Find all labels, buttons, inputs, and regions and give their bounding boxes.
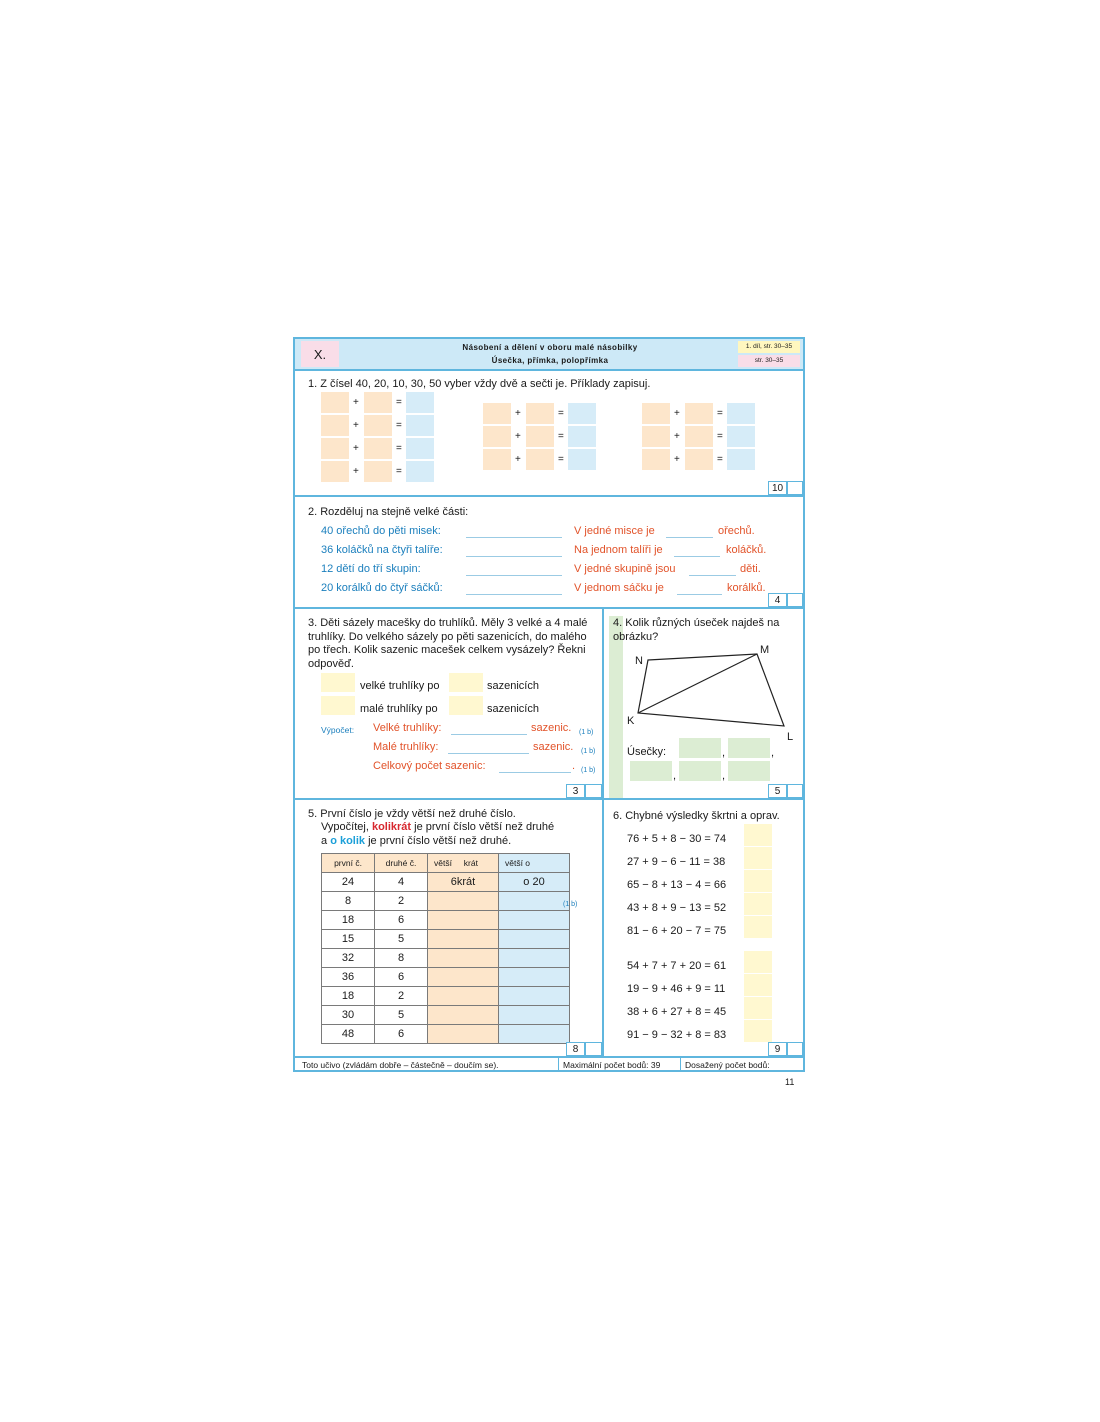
task1-equals-1-0: = [558, 408, 564, 419]
task1-score-blank [787, 481, 803, 495]
task4-score-blank [787, 784, 803, 798]
task1-equals-0-1: = [396, 420, 402, 431]
task1-sum-0-1[interactable] [406, 415, 434, 436]
task1-sum-2-1[interactable] [727, 426, 755, 447]
header-divider [295, 369, 803, 371]
task3-calc1-unit: sazenic. [531, 722, 572, 734]
task5-table [321, 853, 570, 1044]
task1-addend-a-1-2[interactable] [483, 449, 511, 470]
table-cell-8-0: 48 [322, 1025, 375, 1044]
task2-row-3-right-b: korálků. [727, 582, 766, 594]
task1-addend-a-1-1[interactable] [483, 426, 511, 447]
task1-addend-b-0-3[interactable] [364, 461, 392, 482]
point-label-k: K [627, 715, 635, 727]
task1-addend-a-0-2[interactable] [321, 438, 349, 459]
table-cell-4-2[interactable] [428, 949, 499, 968]
task6-correction-box-3[interactable] [744, 893, 772, 915]
table-row [322, 1006, 570, 1025]
task1-addend-b-1-1[interactable] [526, 426, 554, 447]
task1-equals-1-2: = [558, 454, 564, 465]
table-cell-5-0: 36 [322, 968, 375, 987]
task5-points: (1 b) [563, 901, 578, 908]
table-cell-6-1: 2 [375, 987, 428, 1006]
divider-3 [295, 798, 803, 800]
task6-correction-box-1[interactable] [744, 847, 772, 869]
task3-calc2-unit: sazenic. [533, 741, 574, 753]
task4-answer-box-3[interactable] [630, 761, 672, 781]
divider-1 [295, 495, 803, 497]
task6-equation-5: 54 + 7 + 7 + 20 = 61 [627, 960, 727, 972]
task1-equals-1-1: = [558, 431, 564, 442]
task1-addend-b-1-2[interactable] [526, 449, 554, 470]
task3-calc1-points: (1 b) [579, 729, 594, 736]
task3-row2-b: sazenicích [487, 703, 539, 715]
task4-answer-label: Úsečky: [627, 746, 667, 758]
task3-calc2-points: (1 b) [581, 748, 596, 755]
table-header-2: větší krát [428, 854, 499, 873]
footer-achieved: Dosažený počet bodů: [685, 1060, 770, 1070]
task3-row1-a: velké truhlíky po [360, 680, 440, 692]
task3-prompt: 3. Děti sázely macešky do truhlíků. Měly 3 velké a 4 malé truhlíky. Do velkého sázely po pěti sazenicích, do malého po třech. Kolik sazenic macešek celkem vysázely? Řekni odpověď. [308, 617, 588, 670]
header-title [345, 341, 755, 367]
task6-equation-3: 43 + 8 + 9 − 13 = 52 [627, 902, 727, 914]
table-row [322, 1025, 570, 1044]
task2-row-2-answer-line[interactable] [689, 575, 736, 576]
task3-count-big-box[interactable] [321, 673, 355, 692]
task1-plus-1-0: + [515, 408, 521, 419]
task1-plus-0-3: + [353, 466, 359, 477]
task5-line3-a: a [321, 835, 331, 847]
task4-answer-box-1[interactable] [679, 738, 721, 758]
footer-max-points: Maximální počet bodů: 39 [563, 1060, 661, 1070]
table-cell-2-3[interactable] [499, 911, 570, 930]
footer-self-eval: Toto učivo (zvládám dobře – částečně – doučím se). [302, 1060, 499, 1070]
task1-addend-a-2-2[interactable] [642, 449, 670, 470]
task6-equation-1: 27 + 9 − 6 − 11 = 38 [627, 856, 726, 868]
task5-okolik: o kolik [330, 835, 366, 847]
task2-row-2-work-line[interactable] [466, 575, 562, 576]
task3-calc2-label: Malé truhlíky: [373, 741, 439, 753]
task1-sum-2-2[interactable] [727, 449, 755, 470]
table-row [322, 930, 570, 949]
table-row [322, 911, 570, 930]
task1-addend-b-2-1[interactable] [685, 426, 713, 447]
task1-equals-0-2: = [396, 443, 402, 454]
task2-row-3-right-a: V jednom sáčku je [574, 582, 664, 594]
task6-correction-box-8[interactable] [744, 1020, 772, 1042]
task2-row-3-left: 20 korálků do čtyř sáčků: [321, 582, 443, 594]
task2-row-1-left: 36 koláčků na čtyři talíře: [321, 544, 443, 556]
table-cell-0-1: 4 [375, 873, 428, 892]
point-label-n: N [635, 655, 643, 667]
table-header-1: druhé č. [375, 854, 428, 873]
task6-correction-box-5[interactable] [744, 951, 772, 973]
table-cell-6-3[interactable] [499, 987, 570, 1006]
task5-prompt-line3 [321, 835, 511, 848]
table-cell-0-3: o 20 [499, 873, 570, 892]
table-cell-3-0: 15 [322, 930, 375, 949]
task4-answer-box-2[interactable] [728, 738, 770, 758]
task1-sum-2-0[interactable] [727, 403, 755, 424]
quad-outline [638, 654, 784, 726]
task4-comma-3: , [673, 770, 677, 782]
task3-row1-b: sazenicích [487, 680, 539, 692]
header-title-line2: Úsečka, přímka, polopřímka [491, 356, 609, 365]
table-cell-0-2: 6krát [428, 873, 499, 892]
task1-addend-a-2-0[interactable] [642, 403, 670, 424]
task4-comma-2: , [771, 747, 775, 759]
task1-plus-1-1: + [515, 431, 521, 442]
table-cell-0-0: 24 [322, 873, 375, 892]
table-cell-8-3[interactable] [499, 1025, 570, 1044]
table-header-row [322, 854, 570, 873]
task1-addend-a-2-1[interactable] [642, 426, 670, 447]
task1-addend-a-0-0[interactable] [321, 392, 349, 413]
task1-equals-2-0: = [717, 408, 723, 419]
table-row [322, 987, 570, 1006]
table-cell-7-0: 30 [322, 1006, 375, 1025]
task6-equation-7: 38 + 6 + 27 + 8 = 45 [627, 1006, 727, 1018]
task1-equals-0-0: = [396, 397, 402, 408]
table-cell-8-1: 6 [375, 1025, 428, 1044]
header-ref-part: 1. díl, str. 30–35 [738, 341, 800, 353]
table-cell-4-0: 32 [322, 949, 375, 968]
table-header-3: větší o [499, 854, 570, 873]
task3-calc1-line[interactable] [451, 734, 527, 735]
task2-row-1-answer-line[interactable] [674, 556, 720, 557]
task5-line3-b: je první číslo větší než druhé. [365, 835, 512, 847]
task3-row2-a: malé truhlíky po [360, 703, 438, 715]
task3-calc3-points: (1 b) [581, 767, 596, 774]
point-label-m: M [760, 644, 770, 656]
task1-plus-0-2: + [353, 443, 359, 454]
task5-line2-b: je první číslo větší než druhé [411, 821, 555, 833]
task4-answer-box-5[interactable] [728, 761, 770, 781]
table-header-0: první č. [322, 854, 375, 873]
task1-equals-2-1: = [717, 431, 723, 442]
task1-addend-a-0-3[interactable] [321, 461, 349, 482]
table-cell-7-1: 5 [375, 1006, 428, 1025]
task3-calc3-dot: . [572, 760, 576, 772]
page-number: 11 [785, 1077, 795, 1087]
table-cell-3-2[interactable] [428, 930, 499, 949]
task2-score: 4 [768, 593, 787, 607]
table-cell-2-2[interactable] [428, 911, 499, 930]
task1-plus-2-1: + [674, 431, 680, 442]
task4-answer-box-4[interactable] [679, 761, 721, 781]
task1-equals-2-2: = [717, 454, 723, 465]
task6-equation-4: 81 − 6 + 20 − 7 = 75 [627, 925, 727, 937]
header-ref-pages: str. 30–35 [738, 355, 800, 367]
table-row [322, 892, 570, 911]
quad-diagonal-km [638, 654, 757, 713]
task1-addend-b-2-2[interactable] [685, 449, 713, 470]
table-cell-5-3[interactable] [499, 968, 570, 987]
table-cell-4-3[interactable] [499, 949, 570, 968]
task2-row-2-right-a: V jedné skupině jsou [574, 563, 676, 575]
task1-sum-1-2[interactable] [568, 449, 596, 470]
task4-comma-1: , [722, 747, 726, 759]
task6-correction-box-4[interactable] [744, 916, 772, 938]
task6-equation-0: 76 + 5 + 8 − 30 = 74 [627, 833, 727, 845]
task3-calc2-line[interactable] [448, 753, 529, 754]
task1-equals-0-3: = [396, 466, 402, 477]
task2-row-0-right-a: V jedné misce je [574, 525, 655, 537]
task1-plus-2-0: + [674, 408, 680, 419]
task3-per-big-box[interactable] [449, 673, 483, 692]
table-cell-1-0: 8 [322, 892, 375, 911]
task1-sum-0-2[interactable] [406, 438, 434, 459]
task3-score: 3 [566, 784, 585, 798]
task5-kolikrat: kolikrát [371, 821, 412, 833]
task6-equation-2: 65 − 8 + 13 − 4 = 66 [627, 879, 727, 891]
table-row [322, 968, 570, 987]
task2-row-3-answer-line[interactable] [677, 594, 722, 595]
task3-calc1-label: Velké truhlíky: [373, 722, 442, 734]
point-label-l: L [787, 731, 794, 743]
task6-prompt: 6. Chybné výsledky škrtni a oprav. [613, 810, 780, 822]
task4-comma-4: , [722, 770, 726, 782]
table-cell-6-0: 18 [322, 987, 375, 1006]
table-cell-5-2[interactable] [428, 968, 499, 987]
task4-quadrilateral [624, 645, 802, 745]
task2-row-2-left: 12 dětí do tří skupin: [321, 563, 421, 575]
footer-sep-1 [558, 1057, 559, 1070]
task6-equation-6: 19 − 9 + 46 + 9 = 11 [627, 983, 726, 995]
task2-row-1-right-b: koláčků. [726, 544, 767, 556]
table-row [322, 873, 570, 892]
task1-score: 10 [768, 481, 787, 495]
task5-prompt-line1: 5. První číslo je vždy větší než druhé číslo. [308, 808, 516, 820]
table-cell-8-2[interactable] [428, 1025, 499, 1044]
task2-row-0-answer-line[interactable] [666, 537, 713, 538]
task5-score-blank [585, 1042, 602, 1056]
task6-score-blank [787, 1042, 803, 1056]
task3-per-small-box[interactable] [449, 696, 483, 715]
table-cell-7-3[interactable] [499, 1006, 570, 1025]
task2-row-0-left: 40 ořechů do pěti misek: [321, 525, 441, 537]
task3-calc-label: Výpočet: [321, 725, 355, 735]
task2-row-0-right-b: ořechů. [718, 525, 755, 537]
task1-plus-1-2: + [515, 454, 521, 465]
task1-addend-b-0-0[interactable] [364, 392, 392, 413]
task2-row-1-work-line[interactable] [466, 556, 562, 557]
task1-addend-b-2-0[interactable] [685, 403, 713, 424]
task1-addend-a-0-1[interactable] [321, 415, 349, 436]
table-cell-6-2[interactable] [428, 987, 499, 1006]
task4-prompt: 4. Kolik různých úseček najdeš na obrázku? [613, 617, 780, 643]
task3-score-blank [585, 784, 602, 798]
task2-score-blank [787, 593, 803, 607]
task1-plus-2-2: + [674, 454, 680, 465]
table-cell-5-1: 6 [375, 968, 428, 987]
task1-addend-b-0-2[interactable] [364, 438, 392, 459]
task5-line2-a: Vypočítej, [321, 821, 372, 833]
task6-correction-box-2[interactable] [744, 870, 772, 892]
task1-plus-0-0: + [353, 397, 359, 408]
task2-row-0-work-line[interactable] [466, 537, 562, 538]
task1-sum-0-0[interactable] [406, 392, 434, 413]
task1-addend-a-1-0[interactable] [483, 403, 511, 424]
task4-score: 5 [768, 784, 787, 798]
task2-row-3-work-line[interactable] [466, 594, 562, 595]
task5-prompt-line2 [321, 821, 554, 834]
task2-row-1-right-a: Na jednom talíři je [574, 544, 663, 556]
task2-prompt: 2. Rozděluj na stejně velké části: [308, 506, 469, 518]
task1-addend-b-0-1[interactable] [364, 415, 392, 436]
task1-addend-b-1-0[interactable] [526, 403, 554, 424]
task1-plus-0-1: + [353, 420, 359, 431]
table-row [322, 949, 570, 968]
task3-count-small-box[interactable] [321, 696, 355, 715]
task1-sum-1-0[interactable] [568, 403, 596, 424]
task6-equation-8: 91 − 9 − 32 + 8 = 83 [627, 1029, 727, 1041]
task6-score: 9 [768, 1042, 787, 1056]
section-mark: X. [301, 341, 339, 367]
divider-2 [295, 607, 803, 609]
task3-calc3-label: Celkový počet sazenic: [373, 760, 486, 772]
task1-prompt: 1. Z čísel 40, 20, 10, 30, 50 vyber vždy dvě a sečti je. Příklady zapisuj. [308, 378, 651, 390]
task3-calc3-line[interactable] [499, 772, 571, 773]
table-cell-4-1: 8 [375, 949, 428, 968]
task6-correction-box-7[interactable] [744, 997, 772, 1019]
table-cell-3-1: 5 [375, 930, 428, 949]
table-cell-2-1: 6 [375, 911, 428, 930]
table-cell-2-0: 18 [322, 911, 375, 930]
task5-score: 8 [566, 1042, 585, 1056]
table-cell-1-3[interactable] [499, 892, 570, 911]
footer-sep-2 [680, 1057, 681, 1070]
table-cell-3-3[interactable] [499, 930, 570, 949]
column-divider [602, 608, 604, 1057]
task2-row-2-right-b: děti. [740, 563, 761, 575]
divider-footer [295, 1056, 803, 1058]
table-cell-7-2[interactable] [428, 1006, 499, 1025]
table-cell-1-2[interactable] [428, 892, 499, 911]
task6-correction-box-0[interactable] [744, 824, 772, 846]
task1-sum-0-3[interactable] [406, 461, 434, 482]
table-cell-1-1: 2 [375, 892, 428, 911]
task6-correction-box-6[interactable] [744, 974, 772, 996]
task1-sum-1-1[interactable] [568, 426, 596, 447]
header-title-line1: Násobení a dělení v oboru malé násobilky [462, 343, 638, 352]
